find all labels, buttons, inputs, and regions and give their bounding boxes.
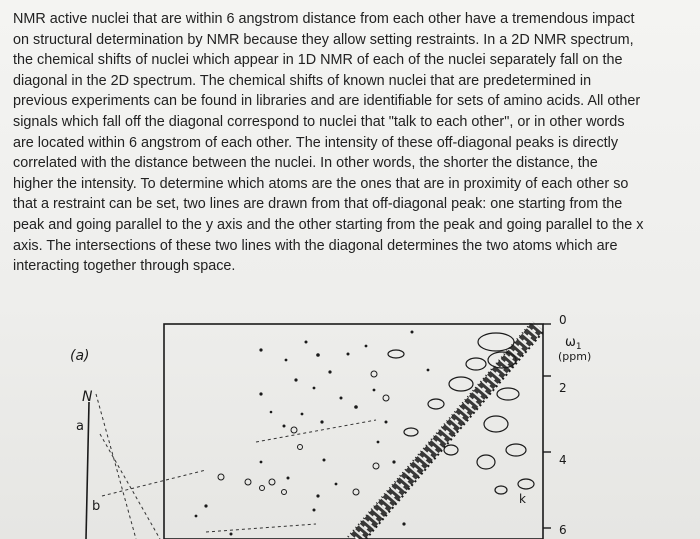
dashed-guide-line bbox=[96, 394, 136, 539]
label-k: k bbox=[519, 492, 526, 506]
omega-subscript: 1 bbox=[575, 342, 582, 352]
paragraph-line: higher the intensity. To determine which atoms are the ones that are in proximity of each other so bbox=[13, 175, 629, 192]
paragraph-line: axis. The intersections of these two lines with the diagonal determines the two atoms which are bbox=[13, 237, 618, 254]
paragraph-line: signals which fall off the diagonal correspond to nuclei that "talk to each other", or in other words bbox=[13, 113, 625, 130]
panel-label: (a) bbox=[70, 348, 90, 364]
paragraph-line: peak and going parallel to the y axis and the other starting from the peak and going parallel to the x bbox=[13, 216, 644, 233]
axis-unit: (ppm) bbox=[558, 350, 592, 363]
axis-tick-label: 4 bbox=[559, 453, 567, 467]
axis-tick-label: 2 bbox=[559, 381, 567, 395]
nmr-spectrum-figure bbox=[56, 302, 700, 539]
diagonal-peak-band bbox=[348, 322, 543, 539]
strip-axis-line bbox=[86, 402, 89, 539]
dashed-guide-line bbox=[100, 434, 160, 539]
label-n: N bbox=[82, 389, 93, 405]
paragraph-line: NMR active nuclei that are within 6 angstrom distance from each other have a tremendous impact bbox=[13, 11, 635, 27]
paragraph-line: the chemical shifts of nuclei which appear in 1D NMR of each of the nuclei separately fall on the bbox=[13, 52, 623, 69]
dashed-guide-line bbox=[102, 470, 206, 496]
paragraph-line: on structural determination by NMR because they allow setting restraints. In a 2D NMR spectrum, bbox=[13, 31, 634, 48]
paragraph-line: diagonal in the 2D spectrum. The chemical shifts of known nuclei that are predetermined in bbox=[13, 72, 592, 89]
axis-tick-label: 0 bbox=[559, 313, 567, 327]
paragraph-line: interacting together through space. bbox=[13, 258, 236, 275]
paragraph-line: correlated with the distance between the nuclei. In other words, the shorter the distance, the bbox=[13, 155, 598, 172]
paragraph-line: are located within 6 angstrom of each other. The intensity of these off-diagonal peaks is directly bbox=[13, 134, 619, 151]
paragraph-line: that a restraint can be set, two lines are drawn from that off-diagonal peak: one starting from the bbox=[13, 196, 623, 213]
label-b: b bbox=[92, 499, 101, 514]
omega-symbol: ω bbox=[565, 335, 576, 350]
spectrum-frame bbox=[164, 324, 543, 539]
axis-tick-label: 6 bbox=[559, 523, 567, 537]
dashed-guide-line bbox=[206, 524, 316, 532]
paragraph-line: previous experiments can be found in libraries and are identifiable for sets of amino acids. All other bbox=[13, 93, 641, 110]
label-a: a bbox=[76, 419, 84, 434]
dashed-guide-line bbox=[256, 420, 376, 442]
body-paragraph bbox=[13, 9, 685, 277]
